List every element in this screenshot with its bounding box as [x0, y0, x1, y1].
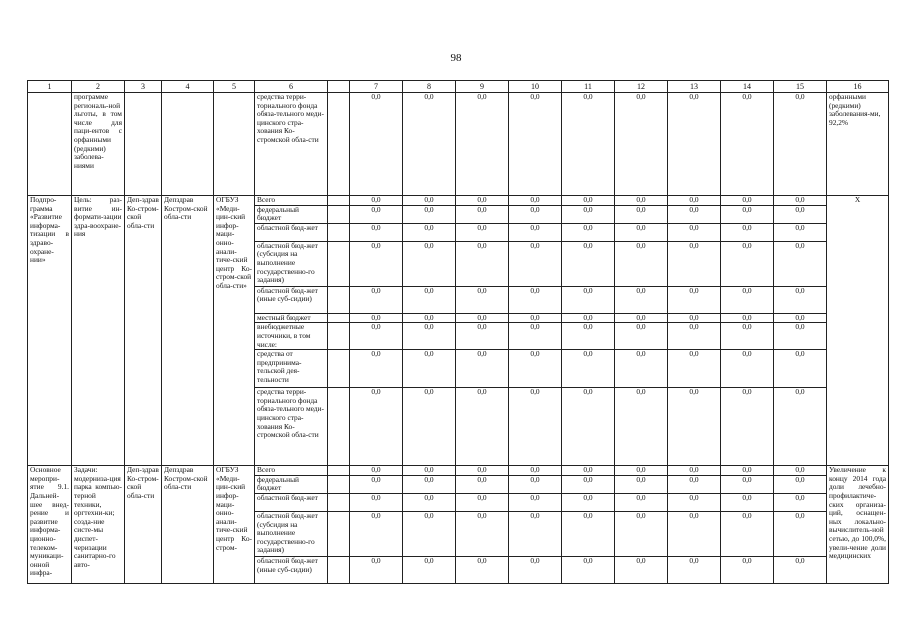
- value-cell: 0,0: [456, 313, 509, 323]
- block_a-col2: Цель: раз-витие ин-формати-зации здра-воохране-ния: [72, 196, 125, 466]
- value-cell: 0,0: [403, 205, 456, 223]
- value-cell: 0,0: [615, 466, 668, 476]
- value-cell: 0,0: [668, 511, 721, 556]
- value-cell: 0,0: [456, 493, 509, 511]
- value-cell: 0,0: [350, 466, 403, 476]
- value-cell: 0,0: [774, 196, 827, 206]
- value-cell: 0,0: [562, 475, 615, 493]
- column-number-7: [328, 81, 350, 93]
- value-cell: 0,0: [774, 556, 827, 583]
- value-cell: 0,0: [668, 223, 721, 241]
- value-cell: 0,0: [456, 556, 509, 583]
- funding-source-label: областной бюд-жет (субсидия на выполнение государственно-го задания): [255, 241, 328, 286]
- block_b-col3: Деп-здрав Ко-стром-ской обла-сти: [125, 466, 162, 584]
- spacer-cell: [328, 493, 350, 511]
- value-cell: 0,0: [615, 205, 668, 223]
- value-cell: 0,0: [456, 511, 509, 556]
- value-cell: 0,0: [403, 196, 456, 206]
- value-cell: 0,0: [403, 388, 456, 466]
- value-cell: 0,0: [615, 323, 668, 350]
- value-cell: 0,0: [509, 196, 562, 206]
- value-cell: 0,0: [403, 511, 456, 556]
- value-cell: 0,0: [668, 313, 721, 323]
- value-cell: 0,0: [721, 556, 774, 583]
- spacer-cell: [328, 511, 350, 556]
- value-cell: 0,0: [774, 313, 827, 323]
- block_b-col5: ОГБУЗ «Меди-цин-ский инфор-маци-онно-анали-тиче-ский центр Ко-стром-: [214, 466, 255, 584]
- value-cell: 0,0: [456, 223, 509, 241]
- value-cell: 0,0: [721, 93, 774, 196]
- value-cell: 0,0: [668, 475, 721, 493]
- value-cell: 0,0: [562, 196, 615, 206]
- budget-table: [27, 80, 889, 584]
- value-cell: 0,0: [456, 286, 509, 313]
- value-cell: 0,0: [668, 241, 721, 286]
- value-cell: 0,0: [615, 350, 668, 388]
- cell-col1: [28, 93, 72, 196]
- column-number-10: 9: [456, 81, 509, 93]
- value-cell: 0,0: [350, 286, 403, 313]
- value-cell: 0,0: [509, 475, 562, 493]
- value-cell: 0,0: [615, 511, 668, 556]
- spacer-cell: [328, 466, 350, 476]
- value-cell: 0,0: [562, 93, 615, 196]
- value-cell: 0,0: [721, 493, 774, 511]
- value-cell: 0,0: [509, 286, 562, 313]
- value-cell: 0,0: [509, 350, 562, 388]
- value-cell: 0,0: [562, 556, 615, 583]
- value-cell: 0,0: [721, 223, 774, 241]
- spacer-cell: [328, 223, 350, 241]
- funding-source-label: федеральный бюджет: [255, 475, 328, 493]
- value-cell: 0,0: [774, 475, 827, 493]
- spacer-cell: [328, 475, 350, 493]
- column-number-14: 13: [668, 81, 721, 93]
- table-row: [28, 196, 889, 206]
- block_b-col2: Задачи: модерниза-ция парка компью-терной техники, оргтехни-ки; созда-ние систе-мы диспет-черизации санитарно-го авто-: [72, 466, 125, 584]
- value-cell: 0,0: [721, 241, 774, 286]
- column-number-13: 12: [615, 81, 668, 93]
- value-cell: 0,0: [668, 286, 721, 313]
- column-number-8: 7: [350, 81, 403, 93]
- block_b-col1: Основное меропри-ятие 9.1. Дальней-шее внед-рение и развитие информа-ционно-телеком-муникаци-онной инфра-: [28, 466, 72, 584]
- value-cell: 0,0: [774, 323, 827, 350]
- value-cell: 0,0: [562, 286, 615, 313]
- column-number-1: 1: [28, 81, 72, 93]
- value-cell: 0,0: [509, 223, 562, 241]
- column-number-4: 4: [162, 81, 214, 93]
- funding-source-label: Всего: [255, 196, 328, 206]
- spacer-cell: [328, 313, 350, 323]
- funding-source-label: областной бюд-жет (субсидия на выполнение государственно-го задания): [255, 511, 328, 556]
- value-cell: 0,0: [403, 223, 456, 241]
- value-cell: 0,0: [668, 466, 721, 476]
- value-cell: 0,0: [350, 388, 403, 466]
- value-cell: 0,0: [721, 388, 774, 466]
- value-cell: 0,0: [774, 93, 827, 196]
- table-row: [28, 466, 889, 476]
- funding-source-label: средства терри-ториального фонда обяза-тельного меди-цинского стра-хования Ко-стромской обла-сти: [255, 93, 328, 196]
- value-cell: 0,0: [350, 241, 403, 286]
- value-cell: 0,0: [350, 511, 403, 556]
- column-number-12: 11: [562, 81, 615, 93]
- cell-col3: [125, 93, 162, 196]
- funding-source-label: областной бюд-жет (иные суб-сидии): [255, 286, 328, 313]
- value-cell: 0,0: [721, 196, 774, 206]
- spacer-cell: [328, 196, 350, 206]
- value-cell: 0,0: [509, 205, 562, 223]
- value-cell: 0,0: [350, 350, 403, 388]
- value-cell: 0,0: [774, 388, 827, 466]
- value-cell: 0,0: [668, 556, 721, 583]
- value-cell: 0,0: [403, 475, 456, 493]
- value-cell: 0,0: [509, 388, 562, 466]
- spacer-cell: [328, 205, 350, 223]
- value-cell: 0,0: [403, 466, 456, 476]
- value-cell: 0,0: [668, 388, 721, 466]
- value-cell: 0,0: [350, 205, 403, 223]
- value-cell: 0,0: [509, 511, 562, 556]
- value-cell: 0,0: [456, 466, 509, 476]
- page-number: 98: [450, 52, 462, 64]
- value-cell: 0,0: [456, 388, 509, 466]
- value-cell: 0,0: [350, 556, 403, 583]
- value-cell: 0,0: [350, 223, 403, 241]
- value-cell: 0,0: [562, 350, 615, 388]
- spacer-cell: [328, 388, 350, 466]
- value-cell: 0,0: [668, 350, 721, 388]
- value-cell: 0,0: [774, 350, 827, 388]
- value-cell: 0,0: [668, 205, 721, 223]
- value-cell: 0,0: [403, 313, 456, 323]
- value-cell: 0,0: [774, 511, 827, 556]
- value-cell: 0,0: [774, 286, 827, 313]
- funding-source-label: местный бюджет: [255, 313, 328, 323]
- value-cell: 0,0: [403, 493, 456, 511]
- column-number-5: 5: [214, 81, 255, 93]
- value-cell: 0,0: [456, 241, 509, 286]
- value-cell: 0,0: [615, 93, 668, 196]
- value-cell: 0,0: [350, 323, 403, 350]
- column-number-15: 14: [721, 81, 774, 93]
- value-cell: 0,0: [668, 493, 721, 511]
- value-cell: 0,0: [456, 205, 509, 223]
- column-number-6: 6: [255, 81, 328, 93]
- block_b-result: Увеличение к концу 2014 года доли лечебно-профилактиче-ских организа-ций, оснащен-ных локально-вычислитель-ной сетью, до 100,0%, увели-чение доли медицинских: [827, 466, 889, 584]
- value-cell: 0,0: [668, 93, 721, 196]
- value-cell: 0,0: [774, 241, 827, 286]
- value-cell: 0,0: [403, 323, 456, 350]
- value-cell: 0,0: [615, 475, 668, 493]
- value-cell: 0,0: [350, 493, 403, 511]
- value-cell: 0,0: [350, 313, 403, 323]
- block_a-result: X: [827, 196, 889, 466]
- value-cell: 0,0: [562, 313, 615, 323]
- value-cell: 0,0: [721, 350, 774, 388]
- funding-source-label: средства от предпринима-тельской дея-тельности: [255, 350, 328, 388]
- block_a-col1: Подпро-грамма «Развитие информа-тизации в здраво-охране-нии»: [28, 196, 72, 466]
- value-cell: 0,0: [615, 223, 668, 241]
- value-cell: 0,0: [615, 241, 668, 286]
- value-cell: 0,0: [456, 475, 509, 493]
- value-cell: 0,0: [350, 93, 403, 196]
- column-number-11: 10: [509, 81, 562, 93]
- cell-col5: [214, 93, 255, 196]
- spacer-cell: [328, 93, 350, 196]
- value-cell: 0,0: [403, 350, 456, 388]
- table-row-continuation: [28, 93, 889, 196]
- value-cell: 0,0: [562, 223, 615, 241]
- value-cell: 0,0: [509, 241, 562, 286]
- block_b-col4: Депздрав Костром-ской обла-сти: [162, 466, 214, 584]
- spacer-cell: [328, 556, 350, 583]
- value-cell: 0,0: [721, 466, 774, 476]
- value-cell: 0,0: [509, 323, 562, 350]
- value-cell: 0,0: [721, 205, 774, 223]
- column-number-2: 2: [72, 81, 125, 93]
- column-number-3: 3: [125, 81, 162, 93]
- value-cell: 0,0: [456, 93, 509, 196]
- funding-source-label: Всего: [255, 466, 328, 476]
- cell-col4: [162, 93, 214, 196]
- value-cell: 0,0: [615, 556, 668, 583]
- value-cell: 0,0: [403, 241, 456, 286]
- value-cell: 0,0: [562, 466, 615, 476]
- value-cell: 0,0: [562, 241, 615, 286]
- column-number-16: 15: [774, 81, 827, 93]
- value-cell: 0,0: [721, 323, 774, 350]
- value-cell: 0,0: [509, 466, 562, 476]
- value-cell: 0,0: [509, 556, 562, 583]
- funding-source-label: областной бюд-жет: [255, 223, 328, 241]
- value-cell: 0,0: [774, 223, 827, 241]
- column-number-17: 16: [827, 81, 889, 93]
- block_a-col3: Деп-здрав Ко-стром-ской обла-сти: [125, 196, 162, 466]
- value-cell: 0,0: [456, 350, 509, 388]
- value-cell: 0,0: [668, 196, 721, 206]
- value-cell: 0,0: [615, 286, 668, 313]
- value-cell: 0,0: [774, 493, 827, 511]
- value-cell: 0,0: [509, 493, 562, 511]
- value-cell: 0,0: [509, 313, 562, 323]
- column-number-9: 8: [403, 81, 456, 93]
- value-cell: 0,0: [615, 388, 668, 466]
- spacer-cell: [328, 241, 350, 286]
- value-cell: 0,0: [774, 205, 827, 223]
- value-cell: 0,0: [721, 313, 774, 323]
- funding-source-label: областной бюд-жет: [255, 493, 328, 511]
- value-cell: 0,0: [562, 511, 615, 556]
- value-cell: 0,0: [350, 196, 403, 206]
- value-cell: 0,0: [562, 493, 615, 511]
- value-cell: 0,0: [509, 93, 562, 196]
- value-cell: 0,0: [562, 388, 615, 466]
- value-cell: 0,0: [562, 323, 615, 350]
- funding-source-label: средства терри-ториального фонда обяза-тельного меди-цинского стра-хования Ко-стромской обла-сти: [255, 388, 328, 466]
- value-cell: 0,0: [615, 493, 668, 511]
- value-cell: 0,0: [350, 475, 403, 493]
- value-cell: 0,0: [403, 93, 456, 196]
- cell-col2: программе региональ-ной льготы, в том числе для паци-ентов с орфанными (редкими) заболева-ниями: [72, 93, 125, 196]
- value-cell: 0,0: [403, 556, 456, 583]
- value-cell: 0,0: [721, 475, 774, 493]
- value-cell: 0,0: [615, 313, 668, 323]
- spacer-cell: [328, 350, 350, 388]
- result-cell: орфанными (редкими) заболевания-ми, 92,2%: [827, 93, 889, 196]
- value-cell: 0,0: [774, 466, 827, 476]
- value-cell: 0,0: [615, 196, 668, 206]
- spacer-cell: [328, 323, 350, 350]
- value-cell: 0,0: [721, 286, 774, 313]
- value-cell: 0,0: [562, 205, 615, 223]
- value-cell: 0,0: [456, 196, 509, 206]
- spacer-cell: [328, 286, 350, 313]
- funding-source-label: федеральный бюджет: [255, 205, 328, 223]
- funding-source-label: внебюджетные источники, в том числе:: [255, 323, 328, 350]
- value-cell: 0,0: [668, 323, 721, 350]
- block_a-col5: ОГБУЗ «Меди-цин-ский инфор-маци-онно-анали-тиче-ский центр Ко-стром-ской обла-сти»: [214, 196, 255, 466]
- value-cell: 0,0: [721, 511, 774, 556]
- value-cell: 0,0: [456, 323, 509, 350]
- block_a-col4: Депздрав Костром-ской обла-сти: [162, 196, 214, 466]
- value-cell: 0,0: [403, 286, 456, 313]
- column-number-row: [28, 81, 889, 93]
- funding-source-label: областной бюд-жет (иные суб-сидии): [255, 556, 328, 583]
